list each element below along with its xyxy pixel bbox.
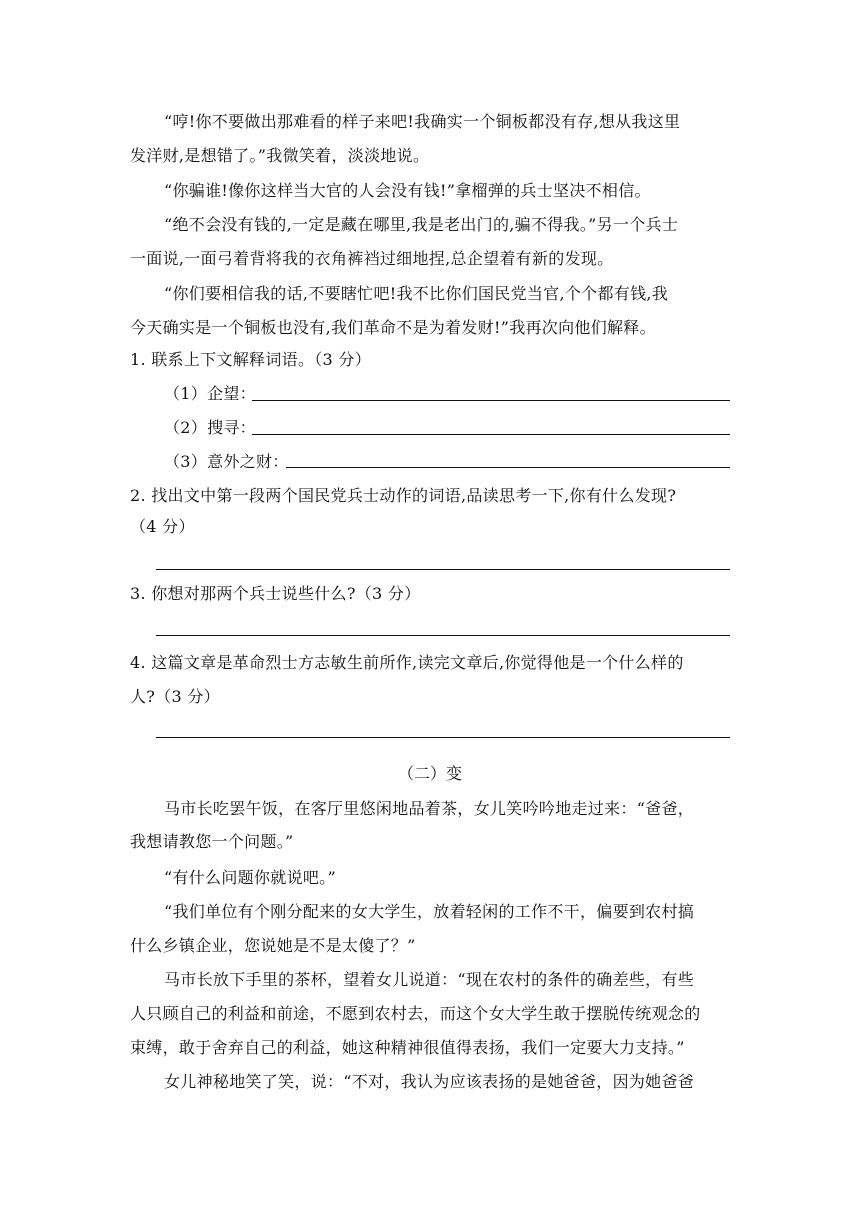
passage-line: “哼!你不要做出那难看的样子来吧!我确实一个铜板都没有存,想从我这里 xyxy=(164,112,681,131)
passage-line: 女儿神秘地笑了笑，说：“不对，我认为应该表扬的是她爸爸，因为她爸爸 xyxy=(164,1072,695,1091)
passage-line: “有什么问题你就说吧。” xyxy=(164,868,336,887)
section-title: （二）变 xyxy=(397,764,462,783)
passage-line: 马市长放下手里的茶杯，望着女儿说道：“现在农村的条件的确差些，有些 xyxy=(164,970,695,989)
answer-line[interactable] xyxy=(286,467,730,468)
question-1-item-3: （3）意外之财： xyxy=(164,452,289,471)
passage-line: 什么乡镇企业，您说她是不是太傻了？” xyxy=(130,936,416,955)
question-4: 4. 这篇文章是革命烈士方志敏生前所作,读完文章后,你觉得他是一个什么样的 xyxy=(130,653,684,672)
answer-line[interactable] xyxy=(156,635,730,636)
question-1-item-2: （2）搜寻： xyxy=(164,418,256,437)
passage-line: “你们要相信我的话,不要瞎忙吧!我不比你们国民党当官,个个都有钱,我 xyxy=(164,284,669,303)
passage-line: 人只顾自己的利益和前途，不愿到农村去，而这个女大学生敢于摆脱传统观念的 xyxy=(130,1004,701,1023)
passage-line: 马市长吃罢午饭，在客厅里悠闲地品着茶，女儿笑吟吟地走过来：“爸爸， xyxy=(164,799,695,818)
passage-line: 我想请教您一个问题。” xyxy=(130,832,294,851)
answer-line[interactable] xyxy=(156,737,730,738)
question-4-continued: 人?（3 分） xyxy=(130,687,220,706)
question-2: 2. 找出文中第一段两个国民党兵士动作的词语,品读思考一下,你有什么发现? xyxy=(130,486,677,505)
answer-line[interactable] xyxy=(252,400,730,401)
answer-line[interactable] xyxy=(156,569,730,570)
question-1-item-1: （1）企望： xyxy=(164,384,256,403)
question-2-score: （4 分） xyxy=(130,517,195,536)
answer-line[interactable] xyxy=(252,434,730,435)
passage-line: 发洋财,是想错了。”我微笑着，淡淡地说。 xyxy=(130,146,430,165)
passage-line: 今天确实是一个铜板也没有,我们革命不是为着发财!”我再次向他们解释。 xyxy=(130,318,656,337)
passage-line: “绝不会没有钱的,一定是藏在哪里,我是老出门的,骗不得我。”另一个兵士 xyxy=(164,215,679,234)
question-1: 1. 联系上下文解释词语。（3 分） xyxy=(130,350,372,369)
passage-line: 束缚，敢于舍弃自己的利益，她这种精神很值得表扬，我们一定要大力支持。” xyxy=(130,1038,685,1057)
question-3: 3. 你想对那两个兵士说些什么?（3 分） xyxy=(130,584,421,603)
passage-line: “你骗谁!像你这样当大官的人会没有钱!”拿榴弹的兵士坚决不相信。 xyxy=(164,181,651,200)
passage-line: “我们单位有个刚分配来的女大学生，放着轻闲的工作不干，偏要到农村搞 xyxy=(164,902,695,921)
passage-line: 一面说,一面弓着背将我的衣角裤裆过细地捏,总企望着有新的发现。 xyxy=(130,249,614,268)
